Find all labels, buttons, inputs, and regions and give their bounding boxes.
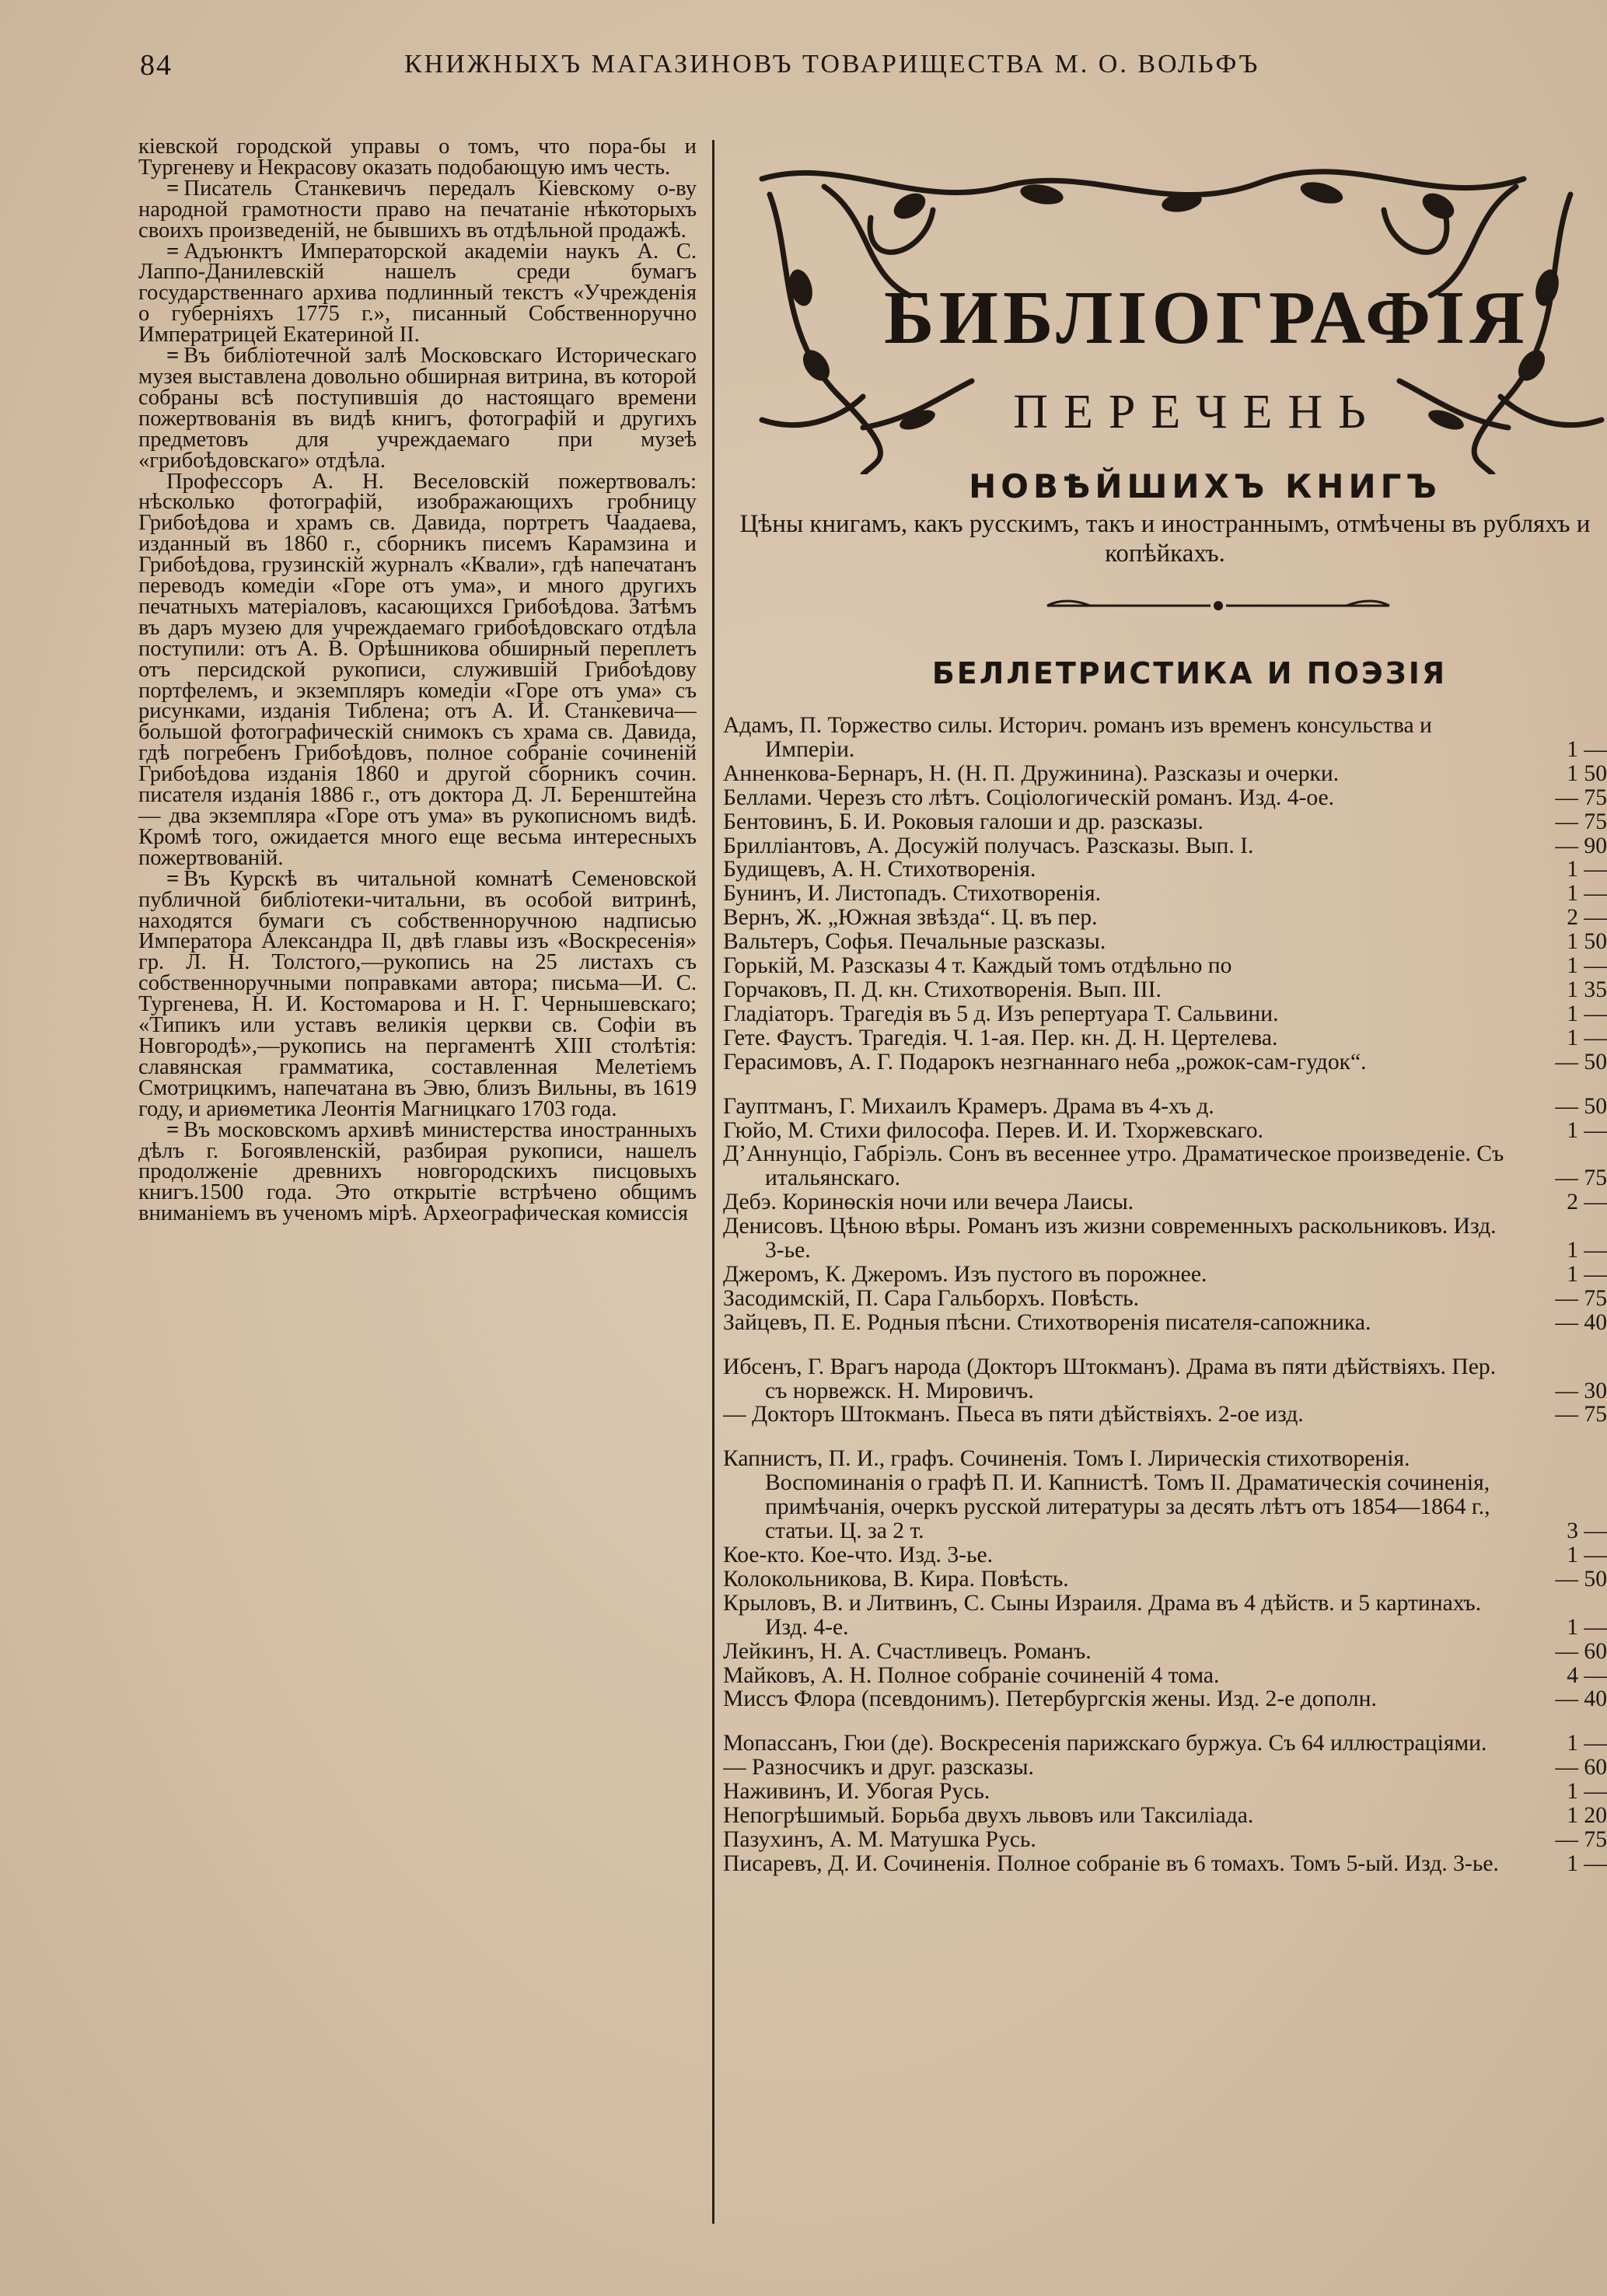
book-entry — [723, 714, 1607, 762]
book-entry — [723, 1567, 1607, 1592]
book-entry-text: Колокольникова, В. Кира. Повѣсть. — [723, 1566, 1069, 1592]
book-entry — [723, 1828, 1607, 1852]
book-entry-price: 1 — — [1567, 857, 1607, 882]
prices-note: Цѣны книгамъ, какъ русскимъ, такъ и иностраннымъ, отмѣчены въ рубляхъ и копѣйкахъ. — [739, 510, 1591, 568]
list-subtitle: ПЕРЕЧЕНЬ — [1013, 386, 1382, 439]
book-entry — [723, 1447, 1607, 1543]
book-entry-text: Наживинъ, И. Убогая Русь. — [723, 1779, 990, 1805]
section-heading: БЕЛЛЕТРИСТИКА И ПОЭЗІЯ — [931, 656, 1448, 690]
book-entry — [723, 1311, 1607, 1335]
news-paragraph: = Въ Курскѣ въ читальной комнатѣ Семеновской публичной библіотеки-читальни, въ особой витринѣ, находятся бумаги съ собственноручною надписью Императора Александра II, двѣ главы изъ «Воскресенія» гр. Л. Н. Толстого,—рукопись на 25 листахъ съ собственноручными поправками автора; письма—И. С. Тургенева, Н. И. Костомарова и Н. Г. Чернышевскаго; «Типикъ или уставъ великія церкви св. Софіи въ Новгородѣ»,—рукопись на пергаментѣ XIII столѣтія: славянская грамматика, составленная Мелетіемъ Смотрицкимъ, напечатана въ Эвю, близъ Вильны, въ 1619 году, и ариѳметика Леонтія Магницкаго 1703 года. — [138, 866, 697, 1121]
book-entry — [723, 978, 1607, 1002]
book-entry-price: 1 35 — [1567, 977, 1607, 1002]
running-title: КНИЖНЫХЪ МАГАЗИНОВЪ ТОВАРИЩЕСТВА М. О. ВОЛЬФЪ — [404, 50, 1260, 79]
book-entry — [723, 810, 1607, 834]
news-paragraph: = Адъюнктъ Императорской академіи наукъ А. С. Лаппо-Данилевскій нашелъ среди бумагъ государственнаго архива подлинный текстъ «Учрежденія о губерніяхъ 1775 г.», писанный Собственноручно Императрицей Екатериной II. — [138, 239, 697, 348]
book-entry-text: Гладіаторъ. Трагедія въ 5 д. Изъ репертуара Т. Сальвини. — [723, 1001, 1279, 1026]
book-entry-price: 1 — — [1567, 1025, 1607, 1050]
book-entry-price: 1 20 — [1567, 1803, 1607, 1829]
book-entry — [723, 1190, 1607, 1214]
book-entry — [723, 1095, 1607, 1119]
book-entry-text: Бунинъ, И. Листопадъ. Стихотворенія. — [723, 881, 1102, 907]
book-entry-text: Вальтеръ, Софья. Печальные разсказы. — [723, 929, 1106, 955]
book-entry — [723, 858, 1607, 882]
book-entry-price: 1 50 — [1567, 760, 1607, 786]
book-entry-price: — 40 — [1555, 1309, 1607, 1335]
book-entry — [723, 1002, 1607, 1026]
book-entry — [723, 1026, 1607, 1050]
book-entry — [723, 930, 1607, 954]
book-entry-price: 2 — — [1567, 1190, 1607, 1215]
book-entry-price: 1 50 — [1567, 929, 1607, 955]
book-entry — [723, 1804, 1607, 1828]
book-entry-price: 4 — — [1567, 1662, 1607, 1688]
book-entry-price: — 90 — [1555, 833, 1607, 858]
book-entry-price: 3 — — [1567, 1518, 1607, 1544]
book-entry-price: 1 — — [1567, 1261, 1607, 1287]
book-entry-price: — 30 — [1555, 1378, 1607, 1403]
book-entry-text: Горькій, М. Разсказы 4 т. Каждый томъ отдѣльно по — [723, 953, 1232, 979]
book-entry — [723, 1142, 1607, 1190]
news-paragraph: = Въ библіотечной залѣ Московскаго Историческаго музея выставлена довольно обширная витрина, въ которой собраны всѣ поступившія до настоящаго времени пожертвованія въ видѣ книгъ, фотографій и другихъ предметовъ для учреждаемаго при музеѣ «грибоѣдовскаго» отдѣла. — [138, 344, 697, 473]
book-entry-text: Кое-кто. Кое-что. Изд. 3-ье. — [723, 1543, 994, 1567]
book-entry-text: Вернъ, Ж. „Южная звѣзда“. Ц. въ пер. — [723, 905, 1098, 931]
book-entry-price: — 75 — [1555, 809, 1607, 834]
book-entry-text: Майковъ, А. Н. Полное собраніе сочиненій 4 тома. — [723, 1662, 1220, 1688]
news-paragraph: = Писатель Станкевичъ передалъ Кіевскому о-ву народной грамотности право на печатаніе нѣкоторыхъ своихъ произведеній, не бывшихъ въ отдѣльной продажѣ. — [138, 176, 697, 243]
book-entry-text: Адамъ, П. Торжество силы. Историч. романъ изъ временъ консульства и Имперіи. — [723, 714, 1432, 762]
book-entry-text: Дебэ. Коринѳскія ночи или вечера Лаисы. — [723, 1190, 1134, 1215]
book-entry-price: 1 — — [1567, 1779, 1607, 1805]
book-entry — [723, 834, 1607, 858]
book-entry-text: Непогрѣшимый. Борьба двухъ львовъ или Таксиліада. — [723, 1803, 1254, 1829]
book-entry-text: — Докторъ Штокманъ. Пьеса въ пяти дѣйствіяхъ. 2-ое изд. — [723, 1402, 1304, 1428]
book-entry — [723, 1287, 1607, 1311]
book-entry-price: — 75 — [1555, 1826, 1607, 1852]
book-entry-text: — Разносчикъ и друг. разсказы. — [723, 1755, 1034, 1781]
book-entry-text: Бриллiантовъ, А. Досужій получасъ. Разсказы. Вып. I. — [723, 833, 1254, 858]
book-entry-text: Денисовъ. Цѣною вѣры. Романъ изъ жизни современныхъ раскольниковъ. Изд. 3-ье. — [723, 1214, 1497, 1263]
book-entry-text: Миссъ Флора (псевдонимъ). Петербургскія жены. Изд. 2-е дополн. — [723, 1686, 1377, 1712]
book-entry — [723, 1592, 1607, 1640]
book-entry-text: Засодимскій, П. Сара Гальборхъ. Повѣсть. — [723, 1285, 1140, 1311]
bibliography-title: БИБЛІОГРАФІЯ — [883, 276, 1530, 360]
book-entry-price: — 75 — [1555, 785, 1607, 810]
book-entry — [723, 906, 1607, 930]
book-entry-text: Беллами. Черезъ сто лѣтъ. Соціологическій романъ. Изд. 4-ое. — [723, 785, 1335, 810]
book-entry-price: 1 — — [1567, 881, 1607, 907]
book-entry-text: Бентовинъ, Б. И. Роковыя галоши и др. разсказы. — [723, 809, 1204, 834]
book-entry-price: — 50 — [1555, 1566, 1607, 1592]
book-entry — [723, 1852, 1607, 1876]
book-entry-price: 1 — — [1567, 1117, 1607, 1143]
book-entry — [723, 1664, 1607, 1688]
book-entry — [723, 1119, 1607, 1143]
book-entry — [723, 1756, 1607, 1780]
book-entry — [723, 1214, 1607, 1263]
book-entry-price: 1 — — [1567, 953, 1607, 979]
column-divider — [712, 140, 714, 2224]
book-entry — [723, 1355, 1607, 1403]
book-entry — [723, 1732, 1607, 1756]
book-entry-price: — 75 — [1555, 1285, 1607, 1311]
decorative-rule — [1043, 596, 1393, 615]
page-header — [140, 48, 1586, 95]
book-entry-price: — 50 — [1555, 1049, 1607, 1075]
book-entry-text: Герасимовъ, А. Г. Подарокъ незгнаннаго неба „рожок-сам-гудок“. — [723, 1049, 1367, 1075]
book-entry-text: Лейкинъ, Н. А. Счастливецъ. Романъ. — [723, 1638, 1092, 1664]
book-entry-price: 1 — — [1567, 736, 1607, 762]
book-entry-text: Капнистъ, П. И., графъ. Сочиненія. Томъ I. Лирическія стихотворенія. Воспоминанія о графѣ П. И. Капнистѣ. Томъ II. Драматическія сочиненія, примѣчанія, очеркъ русской литературы за десять лѣтъ отъ 1854—1864 г., статьи. Ц. за 2 т. — [723, 1446, 1490, 1544]
book-entry-price: — 75 — [1555, 1402, 1607, 1428]
book-entry — [723, 1050, 1607, 1075]
book-entry-price: — 40 — [1555, 1686, 1607, 1712]
book-entry-text: Крыловъ, В. и Литвинъ, С. Сыны Израиля. Драма въ 4 дѣйств. и 5 картинахъ. Изд. 4-е. — [723, 1590, 1482, 1640]
book-entry-price: — 60 — [1555, 1638, 1607, 1664]
news-paragraph: Профессоръ А. Н. Веселовскій пожертвовалъ: нѣсколько фотографій, изображающихъ гробницу Грибоѣдова и храмъ св. Давида, портретъ Чаадаева, изданный въ 1860 г., сборникъ писемъ Карамзина и Грибоѣдова, грузинскій журналъ «Квали», гдѣ напечатанъ переводъ комедіи «Горе отъ ума», и много другихъ печатныхъ матеріаловъ, касающихся Грибоѣдова. Затѣмъ въ даръ музею для учреждаемаго грибоѣдовскаго отдѣла поступили: отъ А. В. Орѣшникова обширный переплетъ отъ персидской рукописи, служившій Грибоѣдову портфелемъ, и экземпляръ комедіи «Горе отъ ума» съ рисунками, изданія Тиблена; отъ А. И. Станкевича—большой фотографическій снимокъ съ храма св. Давида, гдѣ погребенъ Грибоѣдовъ, полное собраніе сочиненій Грибоѣдова изданія 1860 и другой сборникъ сочин. писателя изданія 1886 г., отъ доктора Д. Л. Беренштейна — два экземпляра «Горе отъ ума» въ рукописномъ видѣ. Кромѣ того, ожидается много еще весьма интересныхъ пожертвованій. — [138, 469, 697, 870]
page-number: 84 — [140, 49, 173, 82]
book-entry-text: Джеромъ, К. Джеромъ. Изъ пустого въ порожнее. — [723, 1261, 1207, 1287]
book-entry-price: — 75 — [1555, 1165, 1607, 1191]
book-entry — [723, 882, 1607, 906]
book-entry — [723, 786, 1607, 810]
book-entry-text: Анненкова-Бернаръ, Н. (Н. П. Дружинина). Разсказы и очерки. — [723, 760, 1340, 786]
book-entry-price: 1 — — [1567, 1001, 1607, 1026]
book-entry-price: 1 — — [1567, 1238, 1607, 1263]
book-entry — [723, 1687, 1607, 1711]
book-entry-text: Горчаковъ, П. Д. кн. Стихотворенія. Вып. III. — [723, 977, 1162, 1002]
book-entry-price: 1 — — [1567, 1850, 1607, 1876]
book-entry-text: Д’Аннунціо, Габріэль. Сонъ въ весеннее утро. Драматическое произведеніе. Съ итальянскаго. — [723, 1141, 1504, 1191]
book-entry-text: Мопассанъ, Гюи (де). Воскресенія парижскаго буржуа. Съ 64 иллюстраціями. — [723, 1731, 1487, 1756]
book-entry-price: 1 — — [1567, 1731, 1607, 1756]
book-entry-price: 1 — — [1567, 1614, 1607, 1640]
new-books-subtitle: НОВѢЙШИХЪ КНИГЪ — [969, 467, 1441, 505]
news-column — [138, 137, 697, 1225]
book-entry — [723, 1543, 1607, 1567]
book-entry — [723, 1780, 1607, 1804]
book-entry — [723, 1640, 1607, 1664]
book-entry-text: Зайцевъ, П. Е. Родныя пѣсни. Стихотворенія писателя-сапожника. — [723, 1309, 1371, 1335]
book-entry-price: — 50 — [1555, 1093, 1607, 1119]
book-list — [723, 714, 1607, 2269]
book-entry-price: 1 — — [1567, 1543, 1607, 1567]
book-entry-text: Будищевъ, А. Н. Стихотворенія. — [723, 857, 1036, 882]
news-paragraph: = Въ московскомъ архивѣ министерства иностранныхъ дѣлъ г. Богоявленскій, разбирая рукописи, нашелъ продолженіе древнихъ новгородскихъ писцовыхъ книгъ.1500 года. Это открытіе встрѣчено общимъ вниманіемъ въ ученомъ мірѣ. Археографическая комиссія — [138, 1117, 697, 1226]
book-entry — [723, 1403, 1607, 1427]
book-entry-text: Гюйо, М. Стихи философа. Перев. И. И. Тхоржевскаго. — [723, 1117, 1263, 1143]
book-entry — [723, 954, 1607, 978]
book-entry-text: Ибсенъ, Г. Врагъ народа (Докторъ Штокманъ). Драма въ пяти дѣйствіяхъ. Пер. съ норвежск. Н. Мировичъ. — [723, 1354, 1497, 1403]
book-entry-text: Писаревъ, Д. И. Сочиненія. Полное собраніе въ 6 томахъ. Томъ 5-ый. Изд. 3-ье. — [723, 1850, 1499, 1876]
book-entry — [723, 1263, 1607, 1287]
book-entry-text: Пазухинъ, А. М. Матушка Русь. — [723, 1826, 1036, 1852]
book-entry-price: — 60 — [1555, 1755, 1607, 1781]
book-entry — [723, 762, 1607, 786]
news-paragraph: кіевской городской управы о томъ, что пора-бы и Тургеневу и Некрасову оказать подобающую имъ честь. — [138, 135, 697, 180]
book-entry-text: Гете. Фаустъ. Трагедія. Ч. 1-ая. Пер. кн. Д. Н. Цертелева. — [723, 1025, 1278, 1050]
book-entry-text: Гауптманъ, Г. Михаилъ Крамеръ. Драма въ 4-хъ д. — [723, 1093, 1214, 1119]
book-entry-price: 2 — — [1567, 905, 1607, 931]
